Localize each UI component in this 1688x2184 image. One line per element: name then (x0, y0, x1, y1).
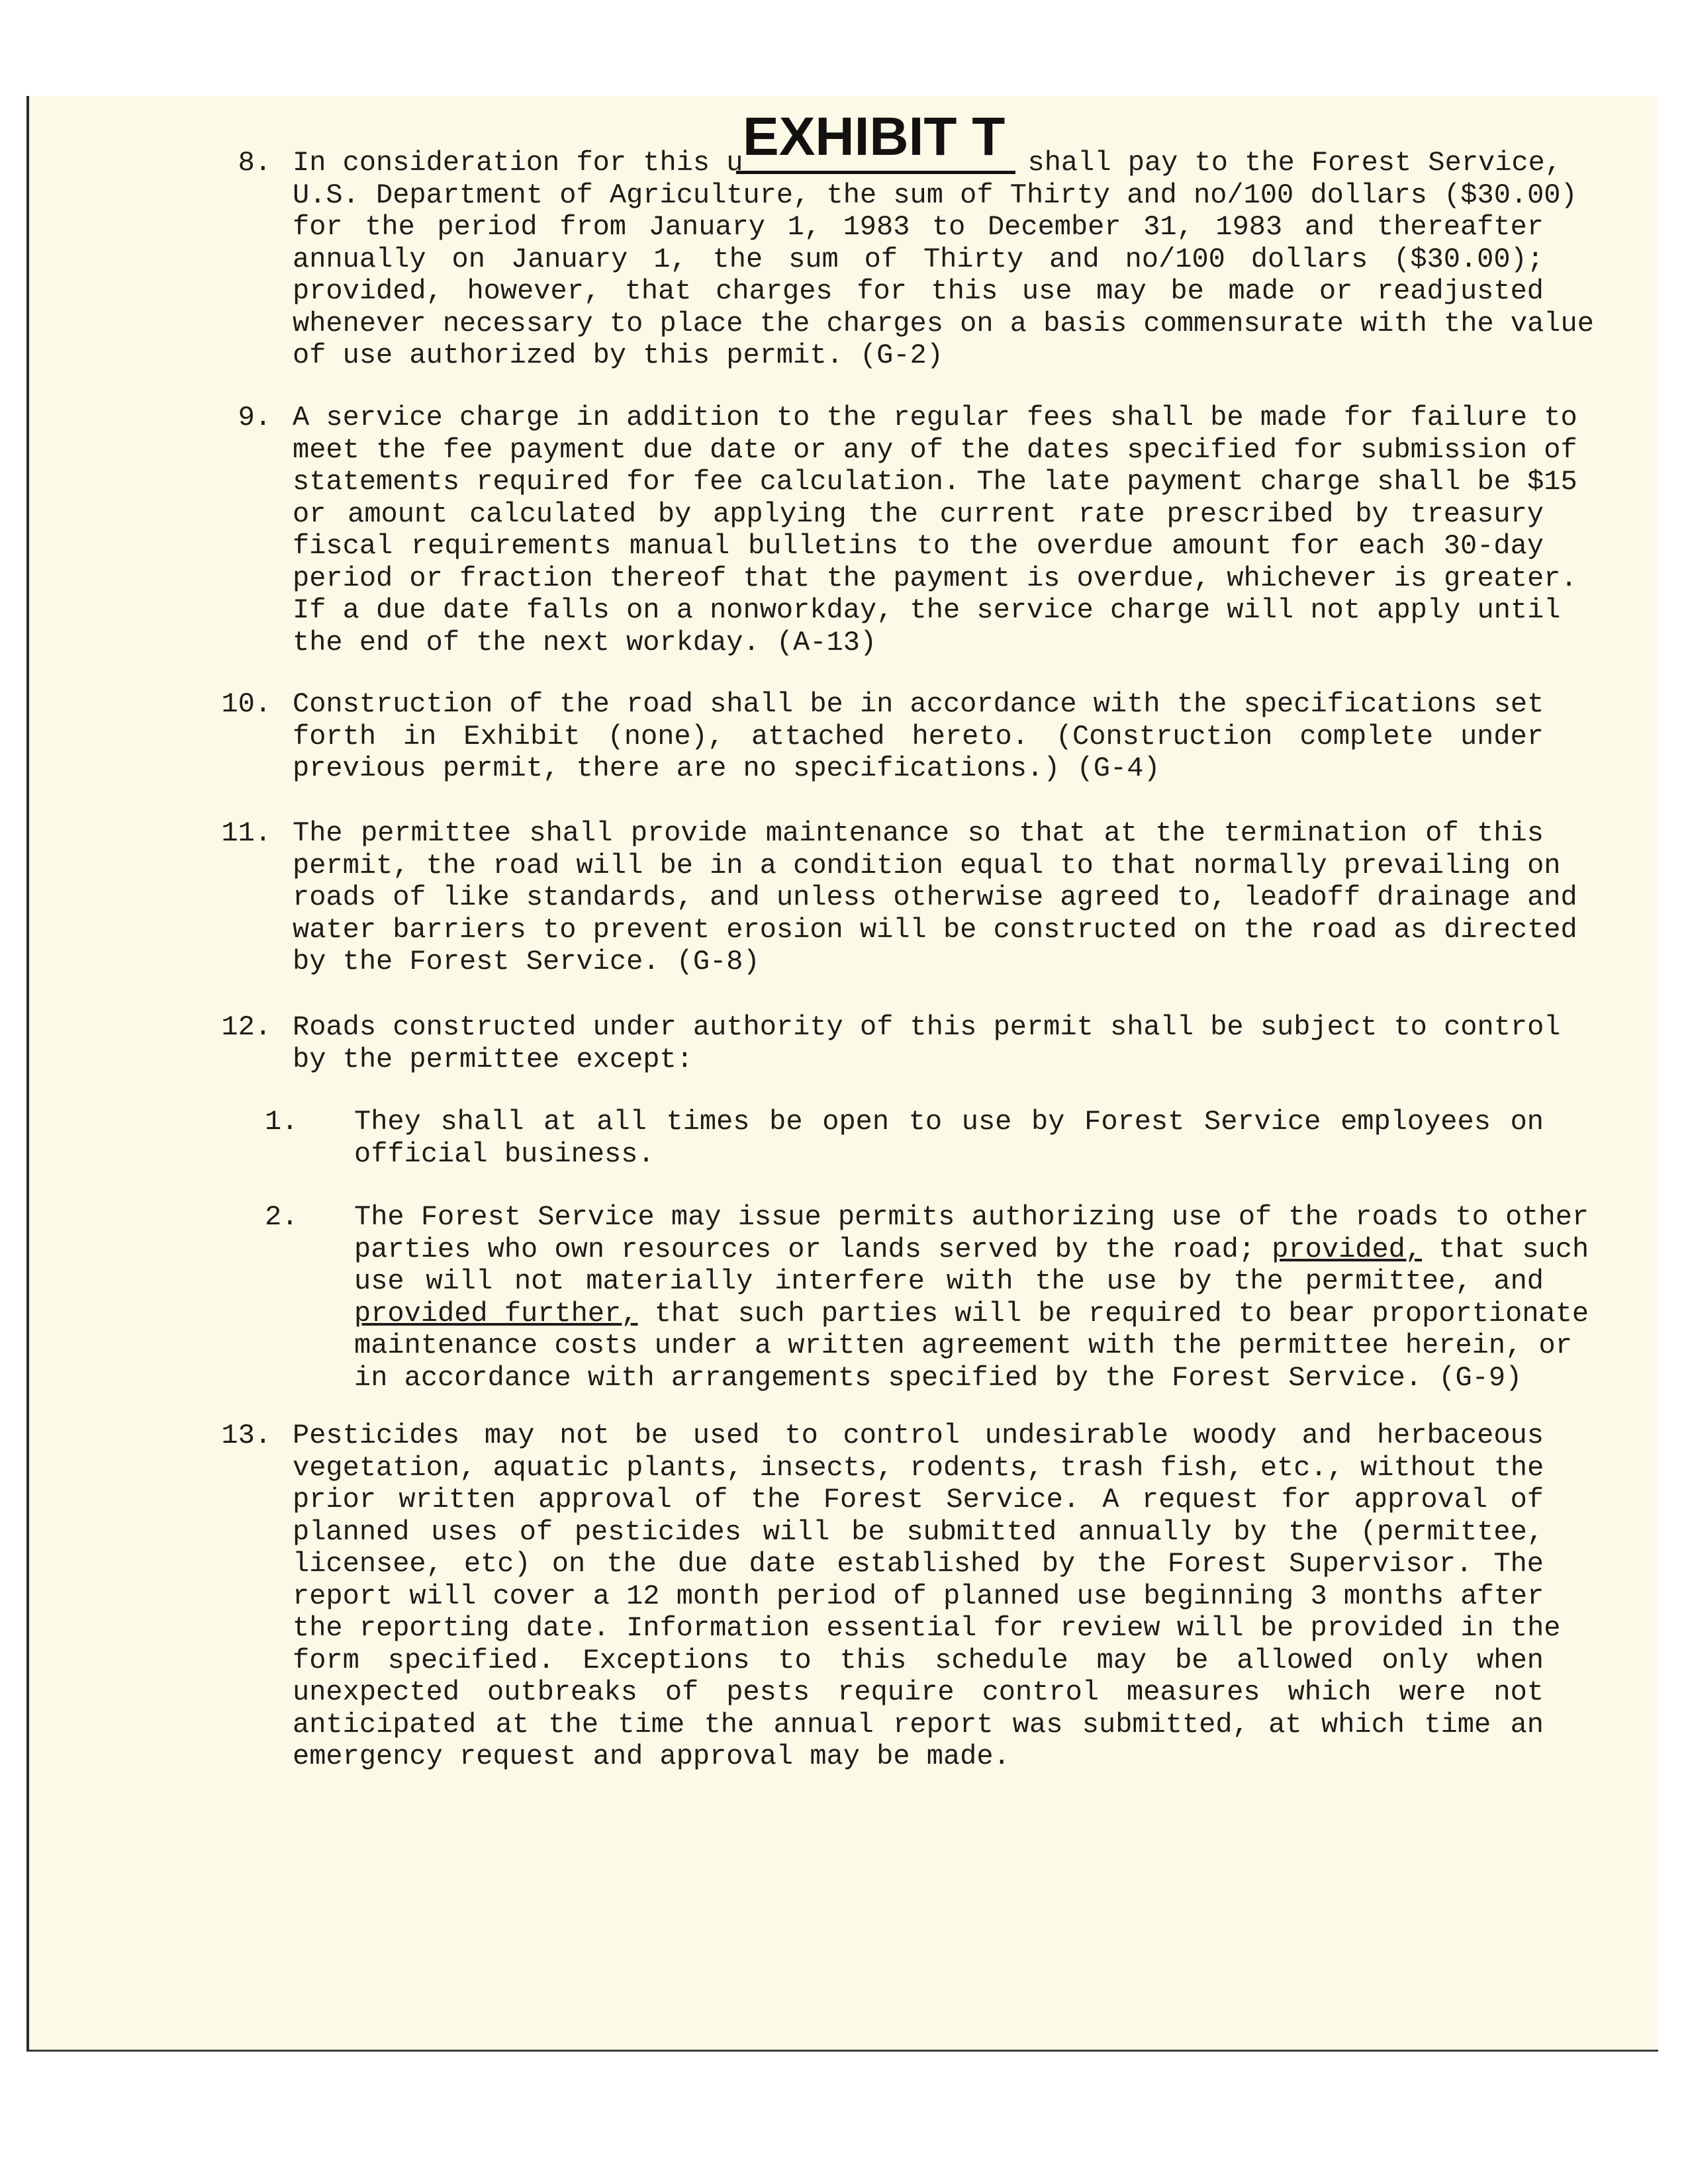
text-line: by the Forest Service. (G-8) (293, 946, 760, 978)
text-line: permit, the road will be in a condition equal to that normally prevailing on (293, 849, 1561, 882)
text-line: They shall at all times be open to use by Forest Service employees on (354, 1106, 1544, 1138)
text-line: period or fraction thereof that the payment is overdue, whichever is greater. (293, 562, 1577, 594)
paragraph-number: 11. (221, 817, 271, 849)
text-line: use will not materially interfere with the use by the permittee, and (354, 1265, 1544, 1297)
subparagraph-number: 1. (265, 1106, 299, 1138)
text-line: official business. (354, 1138, 655, 1170)
text-line: unexpected outbreaks of pests require control measures which were not (293, 1676, 1544, 1708)
text-line: planned uses of pesticides will be submitted annually by the (permittee, (293, 1516, 1544, 1548)
paragraph-text (293, 147, 1594, 372)
text-line: of use authorized by this permit. (G-2) (293, 340, 943, 371)
text-line: whenever necessary to place the charges on a basis commensurate with the value (293, 307, 1594, 340)
text-line: Pesticides may not be used to control undesirable woody and herbaceous (293, 1420, 1544, 1451)
text-line: previous permit, there are no specifications.) (G-4) (293, 752, 1160, 784)
text-line: maintenance costs under a written agreement with the permittee herein, or (354, 1330, 1572, 1361)
paragraph-number: 10. (221, 688, 271, 720)
text-line: provided, however, that charges for this use may be made or readjusted (293, 275, 1544, 307)
text-line: U.S. Department of Agriculture, the sum of Thirty and no/100 dollars ($30.00) (293, 179, 1577, 211)
text-line: provided further, that such parties will be required to bear proportionate (354, 1297, 1589, 1330)
text-line: for the period from January 1, 1983 to December 31, 1983 and thereafter (293, 211, 1544, 243)
text-line: emergency request and approval may be made. (293, 1741, 1010, 1772)
paragraph-text (293, 1420, 1561, 1773)
text-line: Construction of the road shall be in accordance with the specifications set (293, 688, 1544, 720)
text-line: The Forest Service may issue permits authorizing use of the roads to other (354, 1201, 1589, 1233)
text-line: vegetation, aquatic plants, insects, rodents, trash fish, etc., without the (293, 1451, 1544, 1484)
text-line: In consideration for this u shall pay to the Forest Service, (293, 147, 1562, 179)
text-line: by the permittee except: (293, 1043, 693, 1075)
text-line: statements required for fee calculation. The late payment charge shall be $15 (293, 466, 1577, 498)
text-line: meet the fee payment due date or any of the dates specified for submission of (293, 433, 1577, 466)
text-line: The permittee shall provide maintenance so that at the termination of this (293, 817, 1544, 849)
text-line: or amount calculated by applying the current rate prescribed by treasury (293, 498, 1544, 530)
exhibit-stamp: EXHIBIT T (743, 107, 1006, 167)
text-line: report will cover a 12 month period of planned use beginning 3 months after (293, 1580, 1544, 1612)
text-line: Roads constructed under authority of this permit shall be subject to control (293, 1011, 1561, 1043)
text-line: If a due date falls on a nonworkday, the service charge will not apply until (293, 594, 1561, 626)
paragraph-number: 13. (221, 1420, 271, 1451)
text-line: annually on January 1, the sum of Thirty and no/100 dollars ($30.00); (293, 243, 1544, 275)
paragraph-text (293, 1011, 1561, 1075)
paragraph-number: 9. (238, 402, 271, 433)
text-line: the end of the next workday. (A-13) (293, 626, 877, 659)
text-line: prior written approval of the Forest Service. A request for approval of (293, 1484, 1544, 1516)
text-line: A service charge in addition to the regular fees shall be made for failure to (293, 402, 1577, 433)
text-line: roads of like standards, and unless otherwise agreed to, leadoff drainage and (293, 882, 1577, 913)
paragraph-text (293, 688, 1544, 785)
text-line: licensee, etc) on the due date established by the Forest Supervisor. The (293, 1548, 1544, 1580)
subparagraph-number: 2. (265, 1201, 299, 1233)
text-line: form specified. Exceptions to this schedule may be allowed only when (293, 1644, 1544, 1676)
text-line: anticipated at the time the annual report was submitted, at which time an (293, 1708, 1544, 1741)
text-line: fiscal requirements manual bulletins to the overdue amount for each 30-day (293, 530, 1544, 562)
text-line: parties who own resources or lands served by the road; provided, that such (354, 1233, 1589, 1265)
text-line: in accordance with arrangements specified by the Forest Service. (G-9) (354, 1361, 1523, 1394)
text-line: the reporting date. Information essential for review will be provided in the (293, 1612, 1561, 1644)
paragraph-text (354, 1201, 1589, 1394)
paragraph-text (293, 817, 1577, 978)
text-line: water barriers to prevent erosion will be constructed on the road as directed (293, 913, 1577, 946)
paragraph-text (354, 1106, 1544, 1170)
underlined-term: provided, (1272, 1233, 1423, 1265)
text-line: forth in Exhibit (none), attached hereto. (Construction complete under (293, 720, 1544, 752)
paragraph-number: 8. (238, 147, 271, 179)
paragraph-number: 12. (221, 1011, 271, 1043)
underlined-term: provided further, (354, 1297, 638, 1330)
paragraph-text (293, 402, 1577, 659)
